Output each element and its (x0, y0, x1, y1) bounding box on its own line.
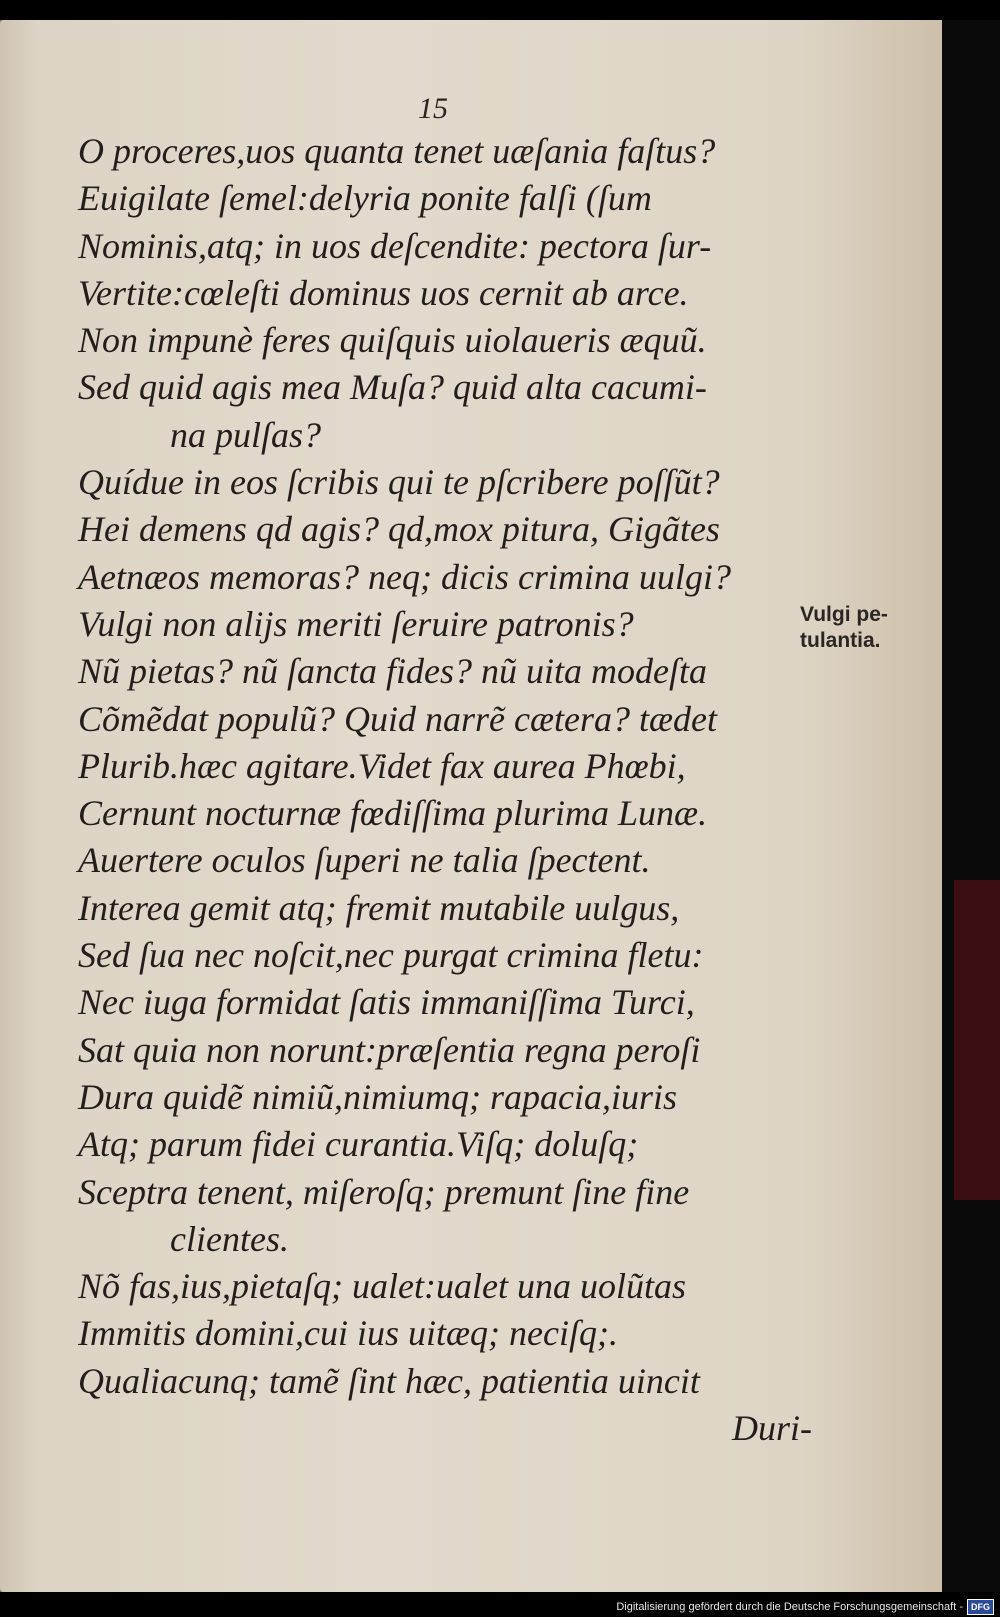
verse-line: Vulgi non alijs meriti ſeruire patronis? (78, 603, 634, 644)
verse-line: Sat quia non norunt:præſentia regna peroſi (78, 1029, 701, 1070)
verse-line: Cernunt nocturnæ fœdiſſima plurima Lunæ. (78, 793, 708, 834)
verse-line: Hei demens qd agis? qd,mox pitura, Gigãtes (78, 509, 720, 550)
verse-line: Qualiacunq; tamẽ ſint hæc, patientia uincit (78, 1360, 700, 1401)
verse-line: O proceres,uos quanta tenet uæſania faſtus? (78, 131, 716, 171)
verse-line: clientes. (170, 1218, 289, 1259)
verse-line: Nominis,atq; in uos deſcendite: pectora ſur- (78, 225, 712, 266)
footer-text: Digitalisierung gefördert durch die Deutsche Forschungsgemeinschaft - (616, 1601, 963, 1613)
verse-line: Nec iuga formidat ſatis immaniſſima Turci, (78, 982, 695, 1023)
verse-line: Dura quidẽ nimiũ,nimiumq; rapacia,iuris (78, 1076, 677, 1117)
verse-line: Duri- (732, 1408, 812, 1449)
marginal-note-line: Vulgi pe- (800, 603, 888, 626)
verse-line: Cõmẽdat populũ? Quid narrẽ cætera? tædet (78, 698, 717, 739)
verse-line: Atq; parum fidei curantia.Viſq; doluſq; (78, 1124, 639, 1165)
verse-text (78, 128, 818, 1452)
marginal-note (800, 602, 940, 654)
dfg-logo: DFG (967, 1599, 994, 1615)
verse-line: Plurib.hæc agitare.Videt fax aurea Phœbi, (78, 745, 686, 786)
verse-line: Interea gemit atq; fremit mutabile uulgus, (78, 887, 680, 928)
verse-line: Aetnæos memoras? neq; dicis crimina uulgi? (78, 556, 731, 597)
verse-line: Sed ſua nec noſcit,nec purgat crimina fletu: (78, 935, 704, 976)
verse-line: na pulſas? (170, 414, 322, 455)
verse-line: Euigilate ſemel:delyria ponite falſi (ſum (78, 178, 652, 219)
page-edge (942, 20, 1000, 1592)
verse-line: Sceptra tenent, miſeroſq; premunt ſine fine (78, 1171, 690, 1212)
verse-line: Sed quid agis mea Muſa? quid alta cacumi- (78, 367, 707, 408)
binding-ribbon (954, 880, 1000, 1200)
verse-line: Non impunè feres quiſquis uiolaueris æquũ. (78, 320, 707, 361)
page-number: 15 (418, 92, 448, 125)
verse-line: Nũ pietas? nũ ſancta fides? nũ uita modeſta (78, 651, 707, 692)
digitization-footer (616, 1598, 994, 1616)
verse-line: Auertere oculos ſuperi ne talia ſpectent. (78, 840, 651, 881)
marginal-note-line: tulantia. (800, 629, 881, 652)
verse-line: Quídue in eos ſcribis qui te pſcribere poſſũt? (78, 462, 720, 503)
verse-line: Immitis domini,cui ius uitæq; neciſq;. (78, 1313, 618, 1354)
verse-line: Nõ fas,ius,pietaſq; ualet:ualet una uolũtas (78, 1266, 686, 1307)
verse-line: Vertite:cœleſti dominus uos cernit ab arce. (78, 272, 689, 313)
